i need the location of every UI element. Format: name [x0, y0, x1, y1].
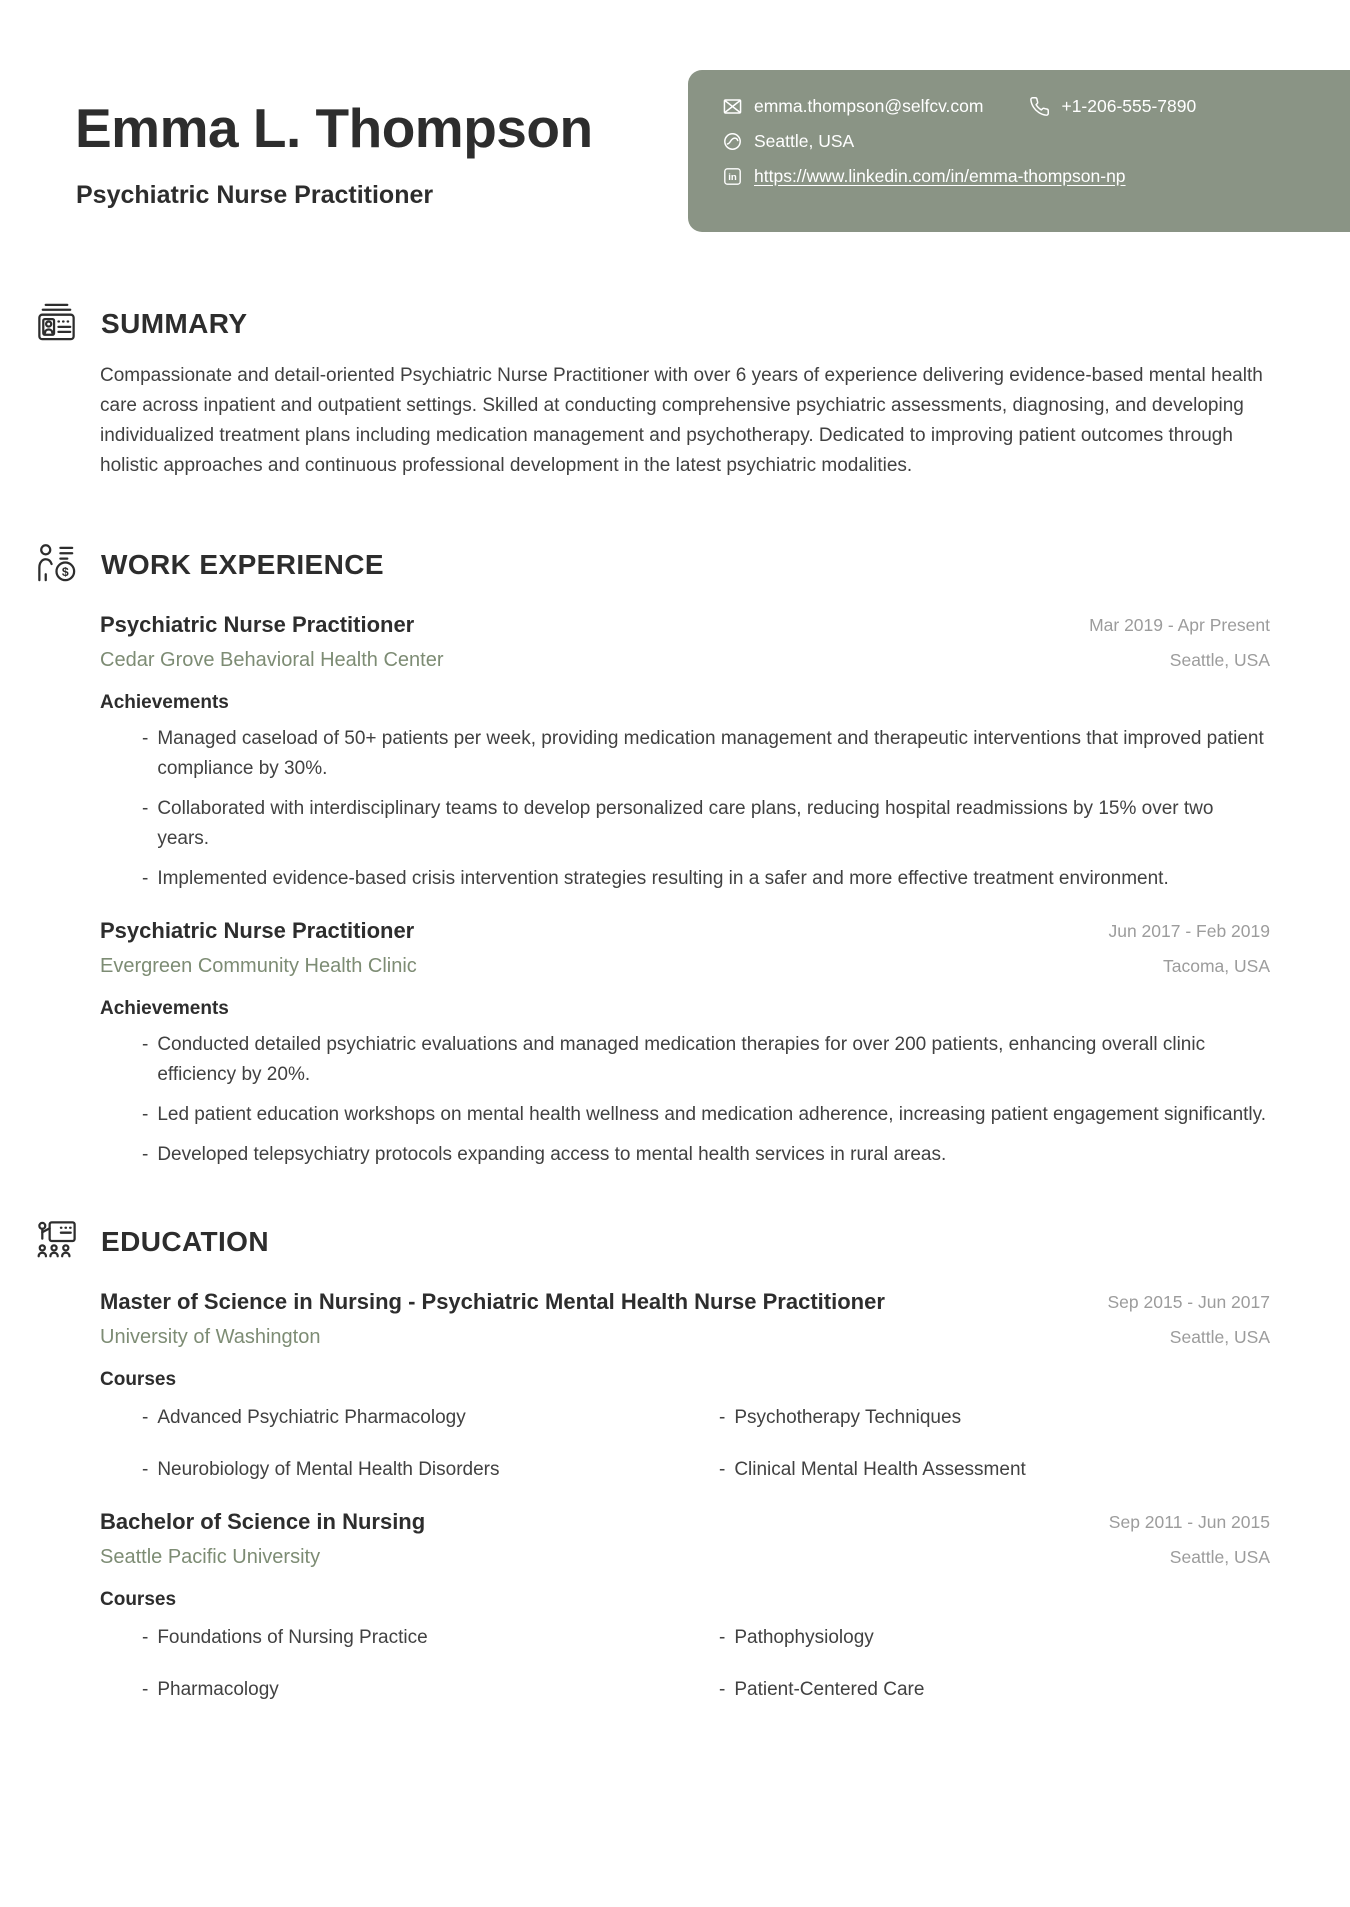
job-1-meta: [1069, 610, 1270, 674]
degree-2-courses-label: Courses: [100, 1589, 177, 1610]
svg-text:in: in: [728, 172, 737, 184]
degree-2-school: Seattle Pacific University: [100, 1546, 321, 1568]
achievement-item: [100, 1100, 1270, 1130]
course-item: [100, 1403, 677, 1433]
degree-1-meta: [1088, 1287, 1271, 1351]
bullet-dash: -: [142, 868, 149, 889]
course-item: [677, 1623, 1270, 1653]
work-experience-section: [0, 541, 1350, 1170]
bullet-dash: -: [719, 1679, 726, 1700]
job-1-achievements-label: Achievements: [100, 692, 229, 713]
person-name: Emma L. Thompson: [75, 97, 593, 159]
job-2-achievements: [100, 1030, 1270, 1170]
bullet-dash: -: [719, 1459, 726, 1480]
contact-card: [688, 70, 1350, 232]
job-entry-2: [100, 916, 1270, 1170]
degree-1-location: Seattle, USA: [1169, 1327, 1270, 1347]
degree-1-title: Master of Science in Nursing - Psychiatric Mental Health Nurse Practitioner: [100, 1289, 885, 1314]
job-2-company: Evergreen Community Health Clinic: [100, 955, 417, 977]
degree-2-dates: Sep 2011 - Jun 2015: [1108, 1512, 1270, 1532]
achievement-item: [100, 1030, 1270, 1090]
bullet-dash: -: [719, 1627, 726, 1648]
achievement-item: [100, 1140, 1270, 1170]
achievement-text: Conducted detailed psychiatric evaluations and managed medication therapies for over 200 patients, enhancing overall clinic efficiency by 20%.: [157, 1034, 1206, 1085]
job-2-header: [100, 916, 1270, 980]
bullet-dash: -: [142, 1407, 149, 1428]
work-experience-heading: WORK EXPERIENCE: [101, 548, 384, 580]
job-1-company: Cedar Grove Behavioral Health Center: [100, 649, 444, 671]
job-2-location: Tacoma, USA: [1163, 956, 1270, 976]
course-item: [100, 1455, 677, 1485]
degree-2-location: Seattle, USA: [1169, 1547, 1270, 1567]
contact-location: [722, 131, 854, 152]
contact-phone-text: +1-206-555-7890: [1061, 96, 1197, 116]
degree-1-courses-label: Courses: [100, 1369, 177, 1390]
job-entry-1: [100, 610, 1270, 894]
linkedin-icon: [722, 166, 743, 187]
bullet-dash: -: [142, 1034, 149, 1055]
bullet-dash: -: [142, 728, 149, 749]
course-text: Psychotherapy Techniques: [734, 1407, 962, 1428]
course-item: [677, 1455, 1270, 1485]
degree-2-courses: [100, 1623, 1270, 1705]
contact-location-text: Seattle, USA: [754, 131, 855, 151]
person-job-title: Psychiatric Nurse Practitioner: [76, 180, 434, 209]
course-text: Clinical Mental Health Assessment: [734, 1459, 1026, 1480]
course-text: Pharmacology: [157, 1679, 279, 1700]
course-item: [100, 1623, 677, 1653]
summary-heading: SUMMARY: [101, 307, 248, 339]
bullet-dash: -: [142, 798, 149, 819]
contact-row-1: [722, 96, 1320, 117]
job-1-achievements: [100, 724, 1270, 894]
bullet-dash: -: [142, 1459, 149, 1480]
achievement-text: Implemented evidence-based crisis intervention strategies resulting in a safer and more effective treatment environment.: [157, 868, 1169, 889]
achievement-item: [100, 794, 1270, 854]
linkedin-link[interactable]: https://www.linkedin.com/in/emma-thompson-np: [754, 166, 1126, 186]
worker-salary-icon: [33, 541, 80, 588]
email-icon: [722, 96, 743, 117]
contact-linkedin: [722, 166, 1126, 187]
summary-section: [0, 300, 1350, 481]
achievement-item: [100, 724, 1270, 784]
bullet-dash: -: [719, 1407, 726, 1428]
contact-row-3: [722, 166, 1320, 187]
degree-1-school: University of Washington: [100, 1326, 321, 1348]
bullet-dash: -: [142, 1144, 149, 1165]
achievement-item: [100, 864, 1270, 894]
course-item: [677, 1675, 1270, 1705]
degree-1-titles: [100, 1287, 885, 1351]
course-text: Neurobiology of Mental Health Disorders: [157, 1459, 500, 1480]
contact-phone: [1029, 96, 1196, 117]
course-text: Patient-Centered Care: [734, 1679, 925, 1700]
job-2-title: Psychiatric Nurse Practitioner: [100, 918, 415, 943]
degree-entry-2: [100, 1507, 1270, 1705]
summary-paragraph: Compassionate and detail-oriented Psychiatric Nurse Practitioner with over 6 years of experience delivering evidence-based mental health care across inpatient and outpatient settings. Skilled at conducting comprehensive psychiatric assessments, diagnosing, and developing individualized treatment plans including medication management and psychotherapy. Dedicated to improving patient outcomes through holistic approaches and continuous professional development in the latest psychiatric modalities.: [100, 365, 1263, 476]
course-item: [100, 1675, 677, 1705]
course-text: Pathophysiology: [734, 1627, 874, 1648]
id-card-icon: [33, 300, 80, 347]
achievement-text: Led patient education workshops on mental health wellness and medication adherence, increasing patient engagement significantly.: [157, 1104, 1267, 1125]
degree-2-title: Bachelor of Science in Nursing: [100, 1509, 426, 1534]
job-1-location: Seattle, USA: [1169, 650, 1270, 670]
contact-email: [722, 96, 983, 117]
bullet-dash: -: [142, 1679, 149, 1700]
achievement-text: Managed caseload of 50+ patients per week, providing medication management and therapeutic interventions that improved patient compliance by 30%.: [157, 728, 1264, 779]
phone-icon: [1029, 96, 1050, 117]
degree-2-meta: [1089, 1507, 1270, 1571]
bullet-dash: -: [142, 1104, 149, 1125]
course-text: Foundations of Nursing Practice: [157, 1627, 428, 1648]
job-2-meta: [1088, 916, 1270, 980]
contact-email-text: emma.thompson@selfcv.com: [754, 96, 984, 116]
job-2-dates: Jun 2017 - Feb 2019: [1108, 921, 1270, 941]
classroom-icon: [33, 1218, 80, 1265]
education-section: [0, 1218, 1350, 1705]
job-1-dates: Mar 2019 - Apr Present: [1089, 615, 1270, 635]
job-2-titles: [100, 916, 417, 980]
course-item: [677, 1403, 1270, 1433]
achievement-text: Collaborated with interdisciplinary teams to develop personalized care plans, reducing hospital readmissions by 15% over two years.: [157, 798, 1214, 849]
degree-1-dates: Sep 2015 - Jun 2017: [1107, 1292, 1270, 1312]
degree-1-header: [100, 1287, 1270, 1351]
work-section-header: [0, 541, 1350, 588]
job-1-titles: [100, 610, 444, 674]
globe-icon: [722, 131, 743, 152]
degree-2-header: [100, 1507, 1270, 1571]
job-1-title: Psychiatric Nurse Practitioner: [100, 612, 415, 637]
contact-row-2: [722, 131, 1320, 152]
degree-1-courses: [100, 1403, 1270, 1485]
education-section-header: [0, 1218, 1350, 1265]
degree-2-titles: [100, 1507, 425, 1571]
course-text: Advanced Psychiatric Pharmacology: [157, 1407, 466, 1428]
achievement-text: Developed telepsychiatry protocols expanding access to mental health services in rural areas.: [157, 1144, 947, 1165]
degree-entry-1: [100, 1287, 1270, 1485]
summary-section-header: [0, 300, 1350, 347]
job-2-achievements-label: Achievements: [100, 998, 229, 1019]
header: [0, 0, 1350, 240]
education-heading: EDUCATION: [101, 1225, 269, 1257]
job-1-header: [100, 610, 1270, 674]
bullet-dash: -: [142, 1627, 149, 1648]
svg-text:$: $: [61, 564, 69, 579]
